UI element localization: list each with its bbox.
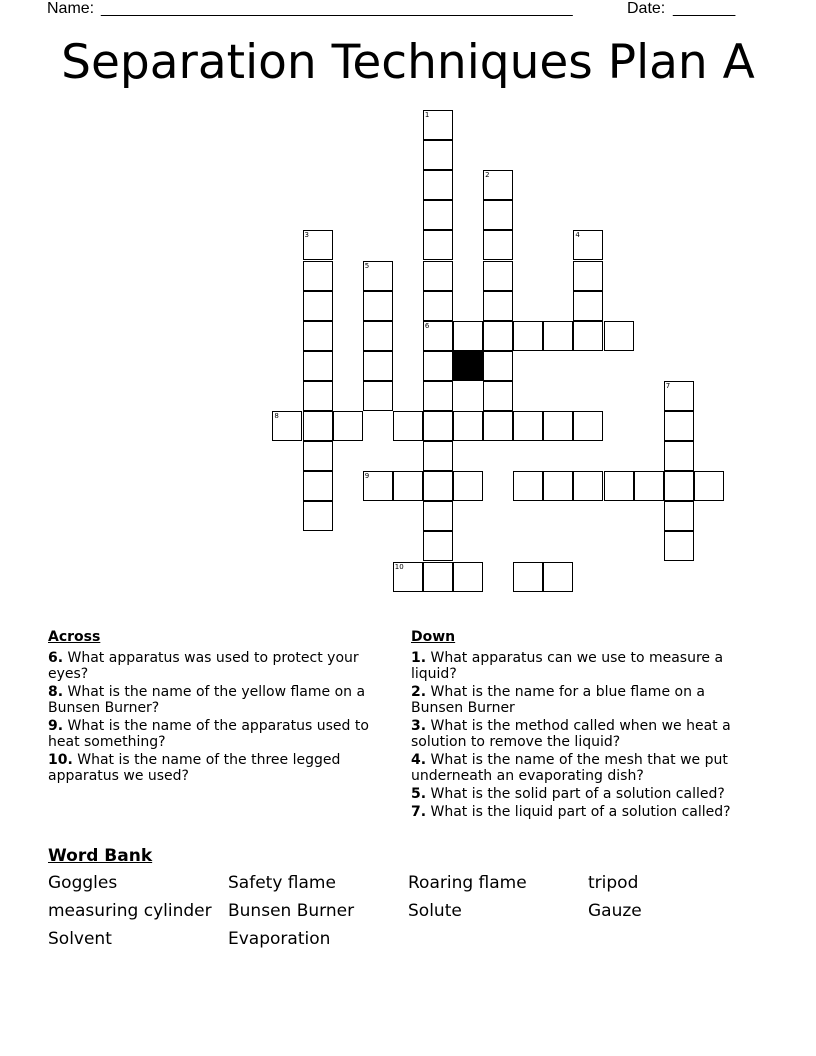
crossword-cell[interactable]	[363, 291, 393, 321]
date-field-line[interactable]: _______	[673, 0, 736, 17]
clue-text: What is the solid part of a solution called?	[430, 786, 725, 802]
clue-text: What is the method called when we heat a solution to remove the liquid?	[411, 718, 731, 750]
crossword-cell[interactable]	[483, 230, 513, 260]
crossword-cell[interactable]	[483, 381, 513, 411]
clue-number: 10	[394, 562, 404, 571]
word-bank-item: Safety flame	[228, 873, 336, 893]
crossword-cell[interactable]	[363, 381, 393, 411]
down-heading: Down	[411, 629, 456, 645]
name-field-line[interactable]: _____________________________________________________	[101, 0, 573, 17]
word-bank-item: Bunsen Burner	[228, 901, 355, 921]
crossword-cell[interactable]	[543, 411, 573, 441]
clue-number-label: 2.	[411, 684, 427, 700]
word-bank-item: tripod	[588, 873, 639, 893]
crossword-cell[interactable]	[393, 411, 423, 441]
crossword-cell[interactable]	[664, 471, 694, 501]
clue-text: What is the name of the three legged apparatus we used?	[48, 752, 341, 784]
crossword-cell[interactable]	[363, 261, 393, 291]
crossword-cell[interactable]	[483, 200, 513, 230]
crossword-cell[interactable]	[393, 562, 423, 592]
down-clue	[411, 752, 761, 784]
crossword-cell[interactable]	[483, 351, 513, 381]
crossword-cell[interactable]	[694, 471, 724, 501]
crossword-cell[interactable]	[423, 321, 453, 351]
across-heading: Across	[48, 629, 101, 645]
crossword-cell[interactable]	[393, 471, 423, 501]
crossword-cell[interactable]	[363, 321, 393, 351]
name-label: Name:	[47, 0, 95, 17]
crossword-cell[interactable]	[303, 291, 333, 321]
crossword-cell[interactable]	[423, 351, 453, 381]
down-clue	[411, 684, 761, 716]
clue-number: 5	[364, 261, 370, 270]
crossword-cell[interactable]	[573, 411, 603, 441]
clue-number: 6	[424, 321, 430, 330]
clue-number-label: 5.	[411, 786, 427, 802]
crossword-cell[interactable]	[513, 562, 543, 592]
crossword-cell[interactable]	[303, 411, 333, 441]
across-clue	[48, 650, 388, 682]
across-clues	[48, 629, 388, 786]
crossword-cell[interactable]	[453, 321, 483, 351]
clue-number-label: 6.	[48, 650, 64, 666]
word-bank	[48, 873, 768, 957]
crossword-cell[interactable]	[634, 471, 664, 501]
clue-text: What is the liquid part of a solution called?	[430, 804, 731, 820]
across-clue	[48, 684, 388, 716]
crossword-cell[interactable]	[483, 291, 513, 321]
crossword-cell[interactable]	[423, 471, 453, 501]
clue-text: What apparatus was used to protect your eyes?	[48, 650, 359, 682]
crossword-cell[interactable]	[664, 501, 694, 531]
date-label: Date:	[627, 0, 666, 17]
clue-number: 9	[364, 472, 370, 481]
crossword-cell[interactable]	[604, 471, 634, 501]
crossword-cell[interactable]	[573, 291, 603, 321]
crossword-cell[interactable]	[303, 261, 333, 291]
crossword-cell[interactable]	[423, 261, 453, 291]
crossword-cell[interactable]	[333, 411, 363, 441]
crossword-cell[interactable]	[573, 230, 603, 260]
word-bank-item: Evaporation	[228, 929, 331, 949]
crossword-cell[interactable]	[664, 411, 694, 441]
crossword-cell[interactable]	[453, 471, 483, 501]
clue-number: 1	[424, 111, 430, 119]
clue-number: 4	[575, 231, 580, 240]
clue-number: 7	[665, 381, 671, 390]
clue-text: What is the name of the apparatus used to heat something?	[48, 718, 369, 750]
crossword-cell[interactable]	[664, 441, 694, 471]
clue-number-label: 8.	[48, 684, 64, 700]
crossword-cell[interactable]	[423, 170, 453, 200]
clue-text: What is the name for a blue flame on a Bunsen Burner	[411, 684, 705, 716]
word-bank-title: Word Bank	[48, 846, 153, 866]
word-bank-item: Roaring flame	[408, 873, 527, 893]
crossword-cell[interactable]	[423, 441, 453, 471]
crossword-cell[interactable]	[513, 471, 543, 501]
crossword-cell[interactable]	[453, 562, 483, 592]
across-clue	[48, 752, 388, 784]
crossword-cell[interactable]	[483, 170, 513, 200]
clue-number-label: 4.	[411, 752, 427, 768]
down-clue	[411, 786, 761, 802]
crossword-cell[interactable]	[513, 321, 543, 351]
crossword-cell[interactable]	[453, 411, 483, 441]
crossword-cell[interactable]	[664, 381, 694, 411]
word-bank-item: measuring cylinder	[48, 901, 212, 921]
crossword-black-cell	[453, 351, 483, 381]
page-title: Separation Techniques Plan A	[61, 35, 755, 90]
crossword-cell[interactable]	[483, 411, 513, 441]
clue-number-label: 7.	[411, 804, 427, 820]
crossword-cell[interactable]	[423, 381, 453, 411]
down-clue	[411, 650, 761, 682]
crossword-cell[interactable]	[513, 411, 543, 441]
crossword-cell[interactable]	[543, 321, 573, 351]
word-bank-item: Solvent	[48, 929, 112, 949]
clue-number: 2	[485, 171, 490, 180]
crossword-cell[interactable]	[423, 501, 453, 531]
clue-number: 3	[304, 231, 309, 240]
crossword-cell[interactable]	[573, 321, 603, 351]
crossword-cell[interactable]	[303, 230, 333, 260]
clue-text: What is the name of the yellow flame on a Bunsen Burner?	[48, 684, 366, 716]
down-clues	[411, 629, 761, 822]
word-bank-item: Gauze	[588, 901, 642, 921]
crossword-cell[interactable]	[423, 200, 453, 230]
crossword-cell[interactable]	[303, 441, 333, 471]
crossword-cell[interactable]	[423, 411, 453, 441]
crossword-cell[interactable]	[423, 140, 453, 170]
down-clue	[411, 718, 761, 750]
crossword-cell[interactable]	[363, 471, 393, 501]
crossword-cell[interactable]	[423, 110, 453, 140]
crossword-cell[interactable]	[483, 321, 513, 351]
across-clue	[48, 718, 388, 750]
crossword-cell[interactable]	[363, 351, 393, 381]
clue-number: 8	[274, 412, 279, 420]
clue-text: What is the name of the mesh that we put underneath an evaporating dish?	[411, 752, 728, 784]
crossword-cell[interactable]	[423, 531, 453, 561]
down-clue	[411, 804, 761, 820]
crossword-cell[interactable]	[664, 531, 694, 561]
crossword-cell[interactable]	[423, 291, 453, 321]
crossword-cell[interactable]	[303, 471, 333, 501]
crossword-cell[interactable]	[423, 562, 453, 592]
clue-number-label: 1.	[411, 650, 427, 666]
crossword-cell[interactable]	[303, 501, 333, 531]
crossword-cell[interactable]	[423, 230, 453, 260]
clue-number-label: 3.	[411, 718, 427, 734]
crossword-cell[interactable]	[543, 562, 573, 592]
clue-text: What apparatus can we use to measure a liquid?	[411, 650, 724, 682]
crossword-cell[interactable]	[483, 261, 513, 291]
crossword-cell[interactable]	[303, 321, 333, 351]
clue-number-label: 9.	[48, 718, 64, 734]
crossword-cell[interactable]	[303, 351, 333, 381]
crossword-cell[interactable]	[573, 261, 603, 291]
word-bank-item: Goggles	[48, 873, 118, 893]
clue-number-label: 10.	[48, 752, 73, 768]
crossword-cell[interactable]	[303, 381, 333, 411]
crossword-cell[interactable]	[604, 321, 634, 351]
crossword-cell[interactable]	[573, 471, 603, 501]
word-bank-item: Solute	[408, 901, 462, 921]
crossword-cell[interactable]	[272, 411, 302, 441]
crossword-cell[interactable]	[543, 471, 573, 501]
